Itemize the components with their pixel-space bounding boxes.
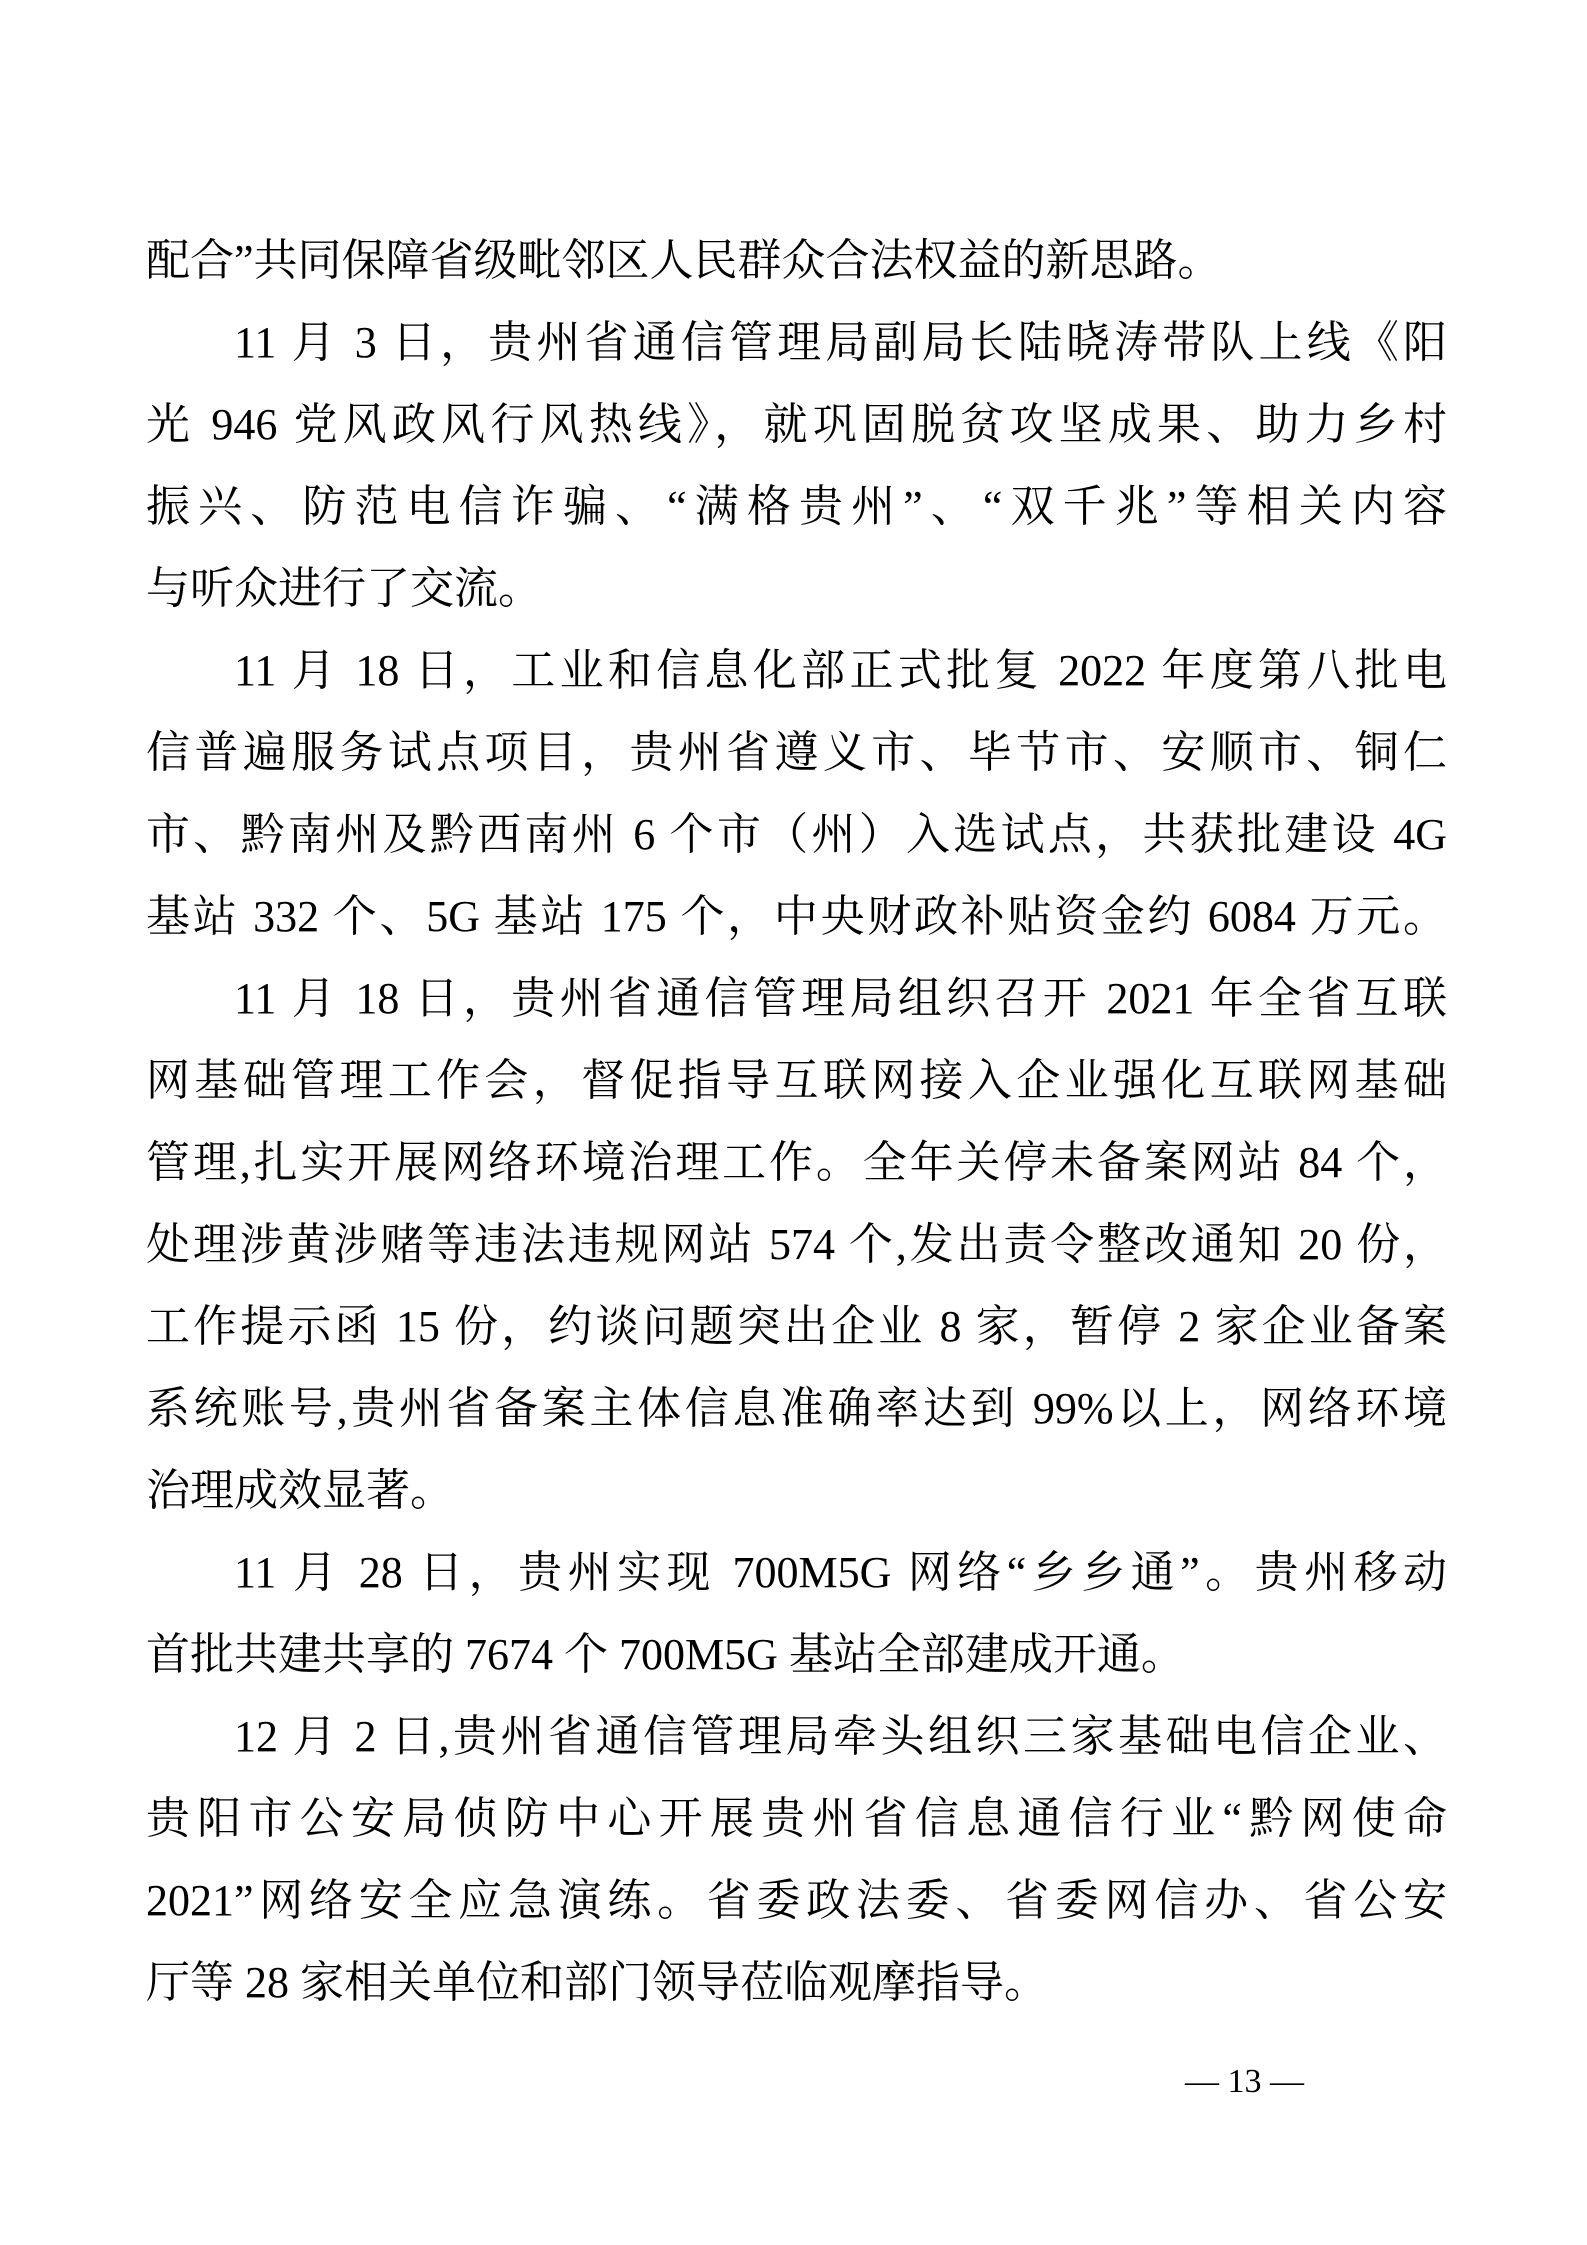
document-body — [146, 220, 1447, 2024]
text-line: 首批共建共享的 7674 个 700M5G 基站全部建成开通。 — [146, 1630, 1185, 1679]
text-line: 处理涉黄涉赌等违法违规网站 574 个,发出责令整改通知 20 份， — [146, 1220, 1447, 1269]
text-line: 基站 332 个、5G 基站 175 个，中央财政补贴资金约 6084 万元。 — [146, 892, 1447, 941]
text-line: 振兴、防范电信诈骗、“满格贵州”、“双千兆”等相关内容 — [146, 482, 1447, 531]
text-line: 厅等 28 家相关单位和部门领导莅临观摩指导。 — [146, 1958, 1048, 2007]
text-line: 11 月 18 日，工业和信息化部正式批复 2022 年度第八批电 — [234, 646, 1447, 695]
text-line: 11 月 3 日，贵州省通信管理局副局长陆晓涛带队上线《阳 — [234, 318, 1447, 367]
text-line: 12 月 2 日,贵州省通信管理局牵头组织三家基础电信企业、 — [234, 1712, 1447, 1761]
text-line: 贵阳市公安局侦防中心开展贵州省信息通信行业“黔网使命 — [146, 1794, 1447, 1843]
text-line: 系统账号,贵州省备案主体信息准确率达到 99%以上，网络环境 — [146, 1384, 1447, 1433]
text-line: 工作提示函 15 份，约谈问题突出企业 8 家，暂停 2 家企业备案 — [146, 1302, 1447, 1351]
text-line: 配合”共同保障省级毗邻区人民群众合法权益的新思路。 — [146, 236, 1222, 285]
text-line: 治理成效显著。 — [146, 1466, 454, 1515]
text-line: 11 月 28 日，贵州实现 700M5G 网络“乡乡通”。贵州移动 — [234, 1548, 1447, 1597]
text-line: 2021”网络安全应急演练。省委政法委、省委网信办、省公安 — [146, 1876, 1447, 1925]
text-line: 11 月 18 日，贵州省通信管理局组织召开 2021 年全省互联 — [234, 974, 1447, 1023]
text-line: 管理,扎实开展网络环境治理工作。全年关停未备案网站 84 个， — [146, 1138, 1447, 1187]
text-line: 光 946 党风政风行风热线》，就巩固脱贫攻坚成果、助力乡村 — [146, 400, 1447, 449]
page-number: — 13 — — [1185, 2063, 1304, 2100]
text-line: 信普遍服务试点项目，贵州省遵义市、毕节市、安顺市、铜仁 — [146, 728, 1447, 777]
text-line: 市、黔南州及黔西南州 6 个市（州）入选试点，共获批建设 4G — [146, 810, 1447, 859]
text-line: 网基础管理工作会，督促指导互联网接入企业强化互联网基础 — [146, 1056, 1447, 1105]
text-line: 与听众进行了交流。 — [146, 564, 542, 613]
